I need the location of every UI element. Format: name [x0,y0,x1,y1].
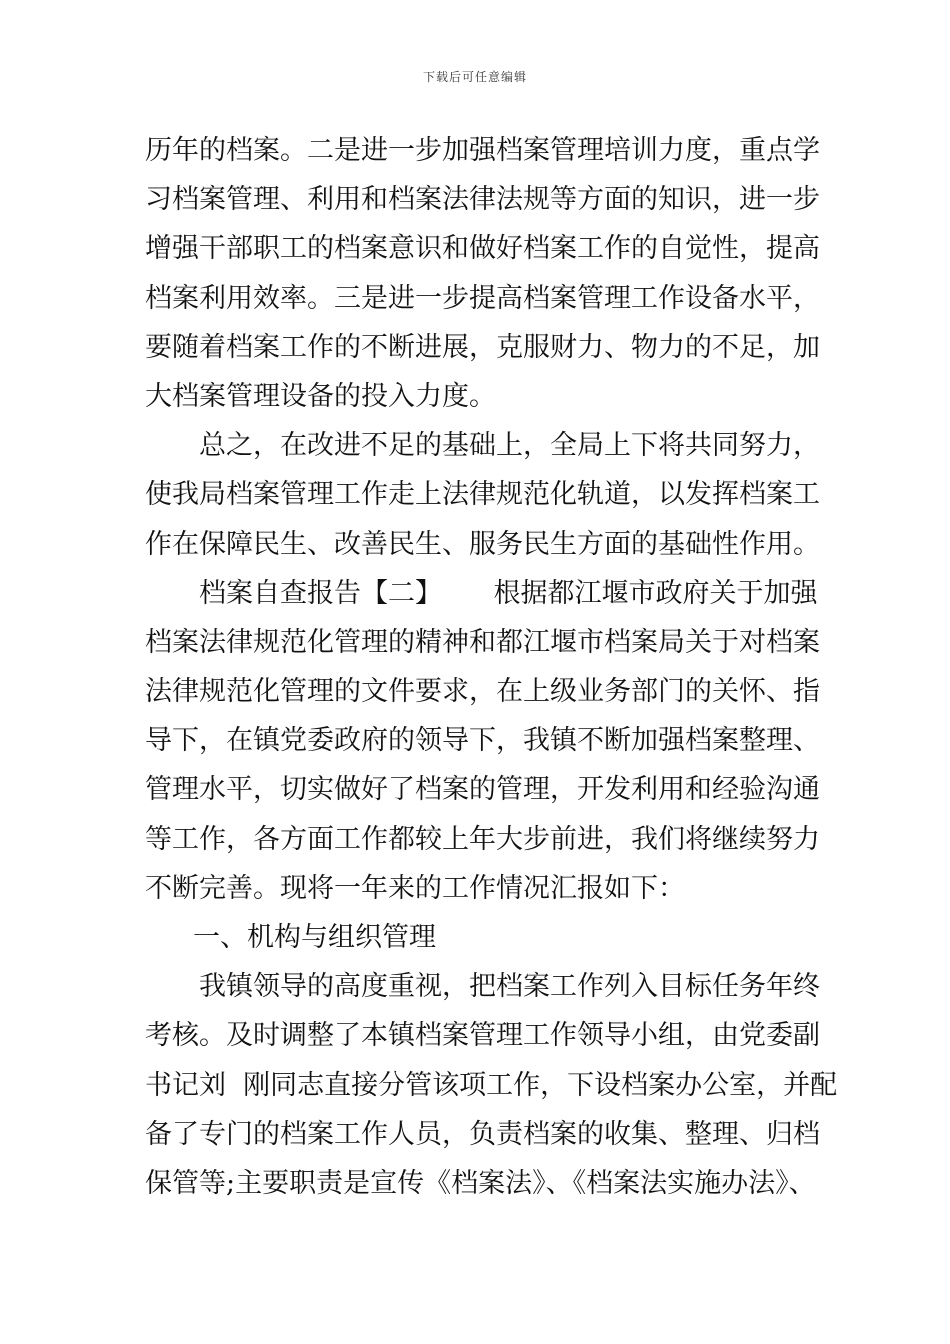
page-header-note: 下载后可任意编辑 [422,70,527,84]
text-line: 导下，在镇党委政府的领导下，我镇不断加强档案整理、 [145,725,820,757]
text-line: 不断完善。现将一年来的工作情况汇报如下： [145,872,685,904]
text-line: 我镇领导的高度重视，把档案工作列入目标任务年终 [199,971,820,1003]
text-line: 增强干部职工的档案意识和做好档案工作的自觉性，提高 [145,233,820,265]
text-line: 使我局档案管理工作走上法律规范化轨道，以发挥档案工 [145,479,820,511]
section-heading: 一、机构与组织管理 [193,922,436,953]
text-line: 保管等;主要职责是宣传《档案法》、《档案法实施办法》、 [145,1167,816,1199]
text-line: 大档案管理设备的投入力度。 [145,380,496,412]
text-line: 要随着档案工作的不断进展，克服财力、物力的不足，加 [145,331,820,363]
text-line: 档案利用效率。三是进一步提高档案管理工作设备水平， [145,282,820,314]
text-line: 备了专门的档案工作人员，负责档案的收集、整理、归档 [145,1118,820,1150]
text-line: 管理水平，切实做好了档案的管理，开发利用和经验沟通 [145,774,820,806]
text-line: 档案法律规范化管理的精神和都江堰市档案局关于对档案 [145,626,820,658]
text-line: 历年的档案。二是进一步加强档案管理培训力度，重点学 [145,135,820,166]
document-body [145,126,838,1208]
text-line: 档案自查报告【二】 根据都江堰市政府关于加强 [199,577,818,609]
text-line: 书记刘 刚同志直接分管该项工作，下设档案办公室，并配 [145,1069,838,1101]
text-line: 习档案管理、利用和档案法律法规等方面的知识，进一步 [145,184,820,216]
text-line: 作在保障民生、改善民生、服务民生方面的基础性作用。 [145,528,820,560]
text-line: 考核。及时调整了本镇档案管理工作领导小组，由党委副 [145,1020,820,1052]
text-line: 等工作，各方面工作都较上年大步前进，我们将继续努力 [145,823,820,855]
text-line: 总之，在改进不足的基础上，全局上下将共同努力， [199,430,820,462]
text-line: 法律规范化管理的文件要求，在上级业务部门的关怀、指 [145,676,820,708]
